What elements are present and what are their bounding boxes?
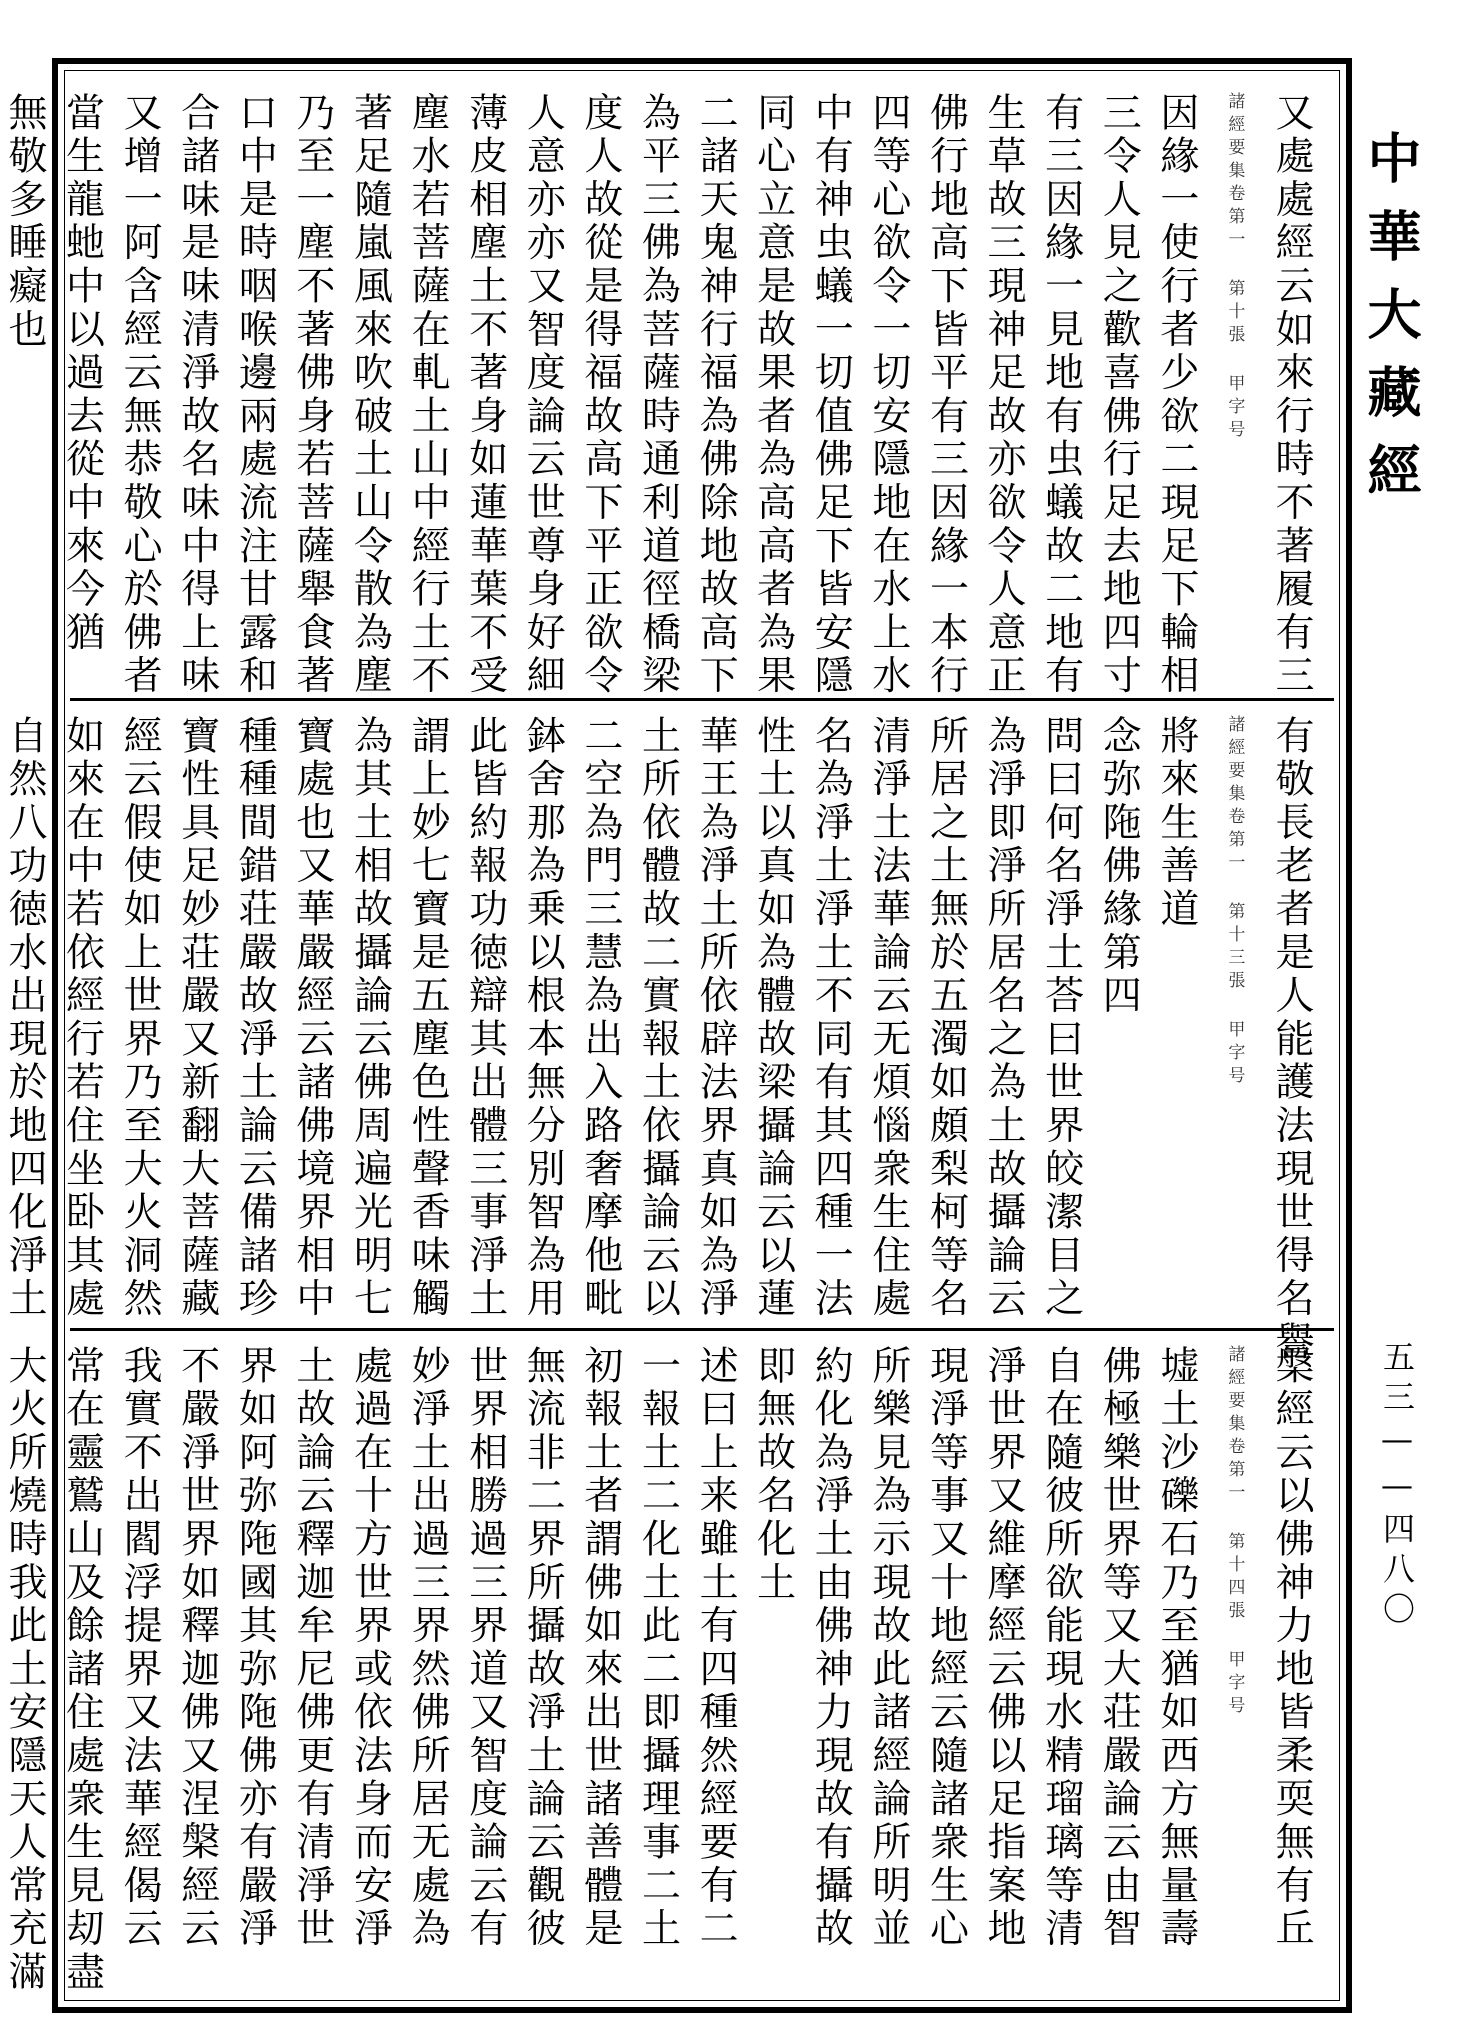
- text-column: 常在靈鷲山及餘諸住處衆生見刧盡: [59, 1345, 105, 1995]
- marginal-annotation: 諸經要集卷第一 第十張 甲字号: [1224, 92, 1245, 443]
- text-column: 經云假使如上世界乃至大火洞然: [117, 715, 163, 1322]
- text-column: 有三因緣一見地有虫蟻故二地有: [1038, 92, 1084, 699]
- text-column: 為平三佛為菩薩時通利道徑橋梁: [635, 92, 681, 699]
- text-column: 世界相勝過三界道又智度論云有: [462, 1345, 508, 1952]
- text-column: 現淨等事又十地經云隨諸衆生心: [923, 1345, 969, 1952]
- text-column: 大火所燒時我此土安隱天人常充滿: [1, 1345, 47, 1995]
- text-column: 即無故名化土: [750, 1345, 796, 1605]
- text-column: 妙淨土出過三界然佛所居无處為: [405, 1345, 451, 1952]
- text-column: 四等心欲令一切安隱地在水上水: [865, 92, 911, 699]
- text-column: 薄皮相塵土不著身如蓮華葉不受: [462, 92, 508, 699]
- text-column: 名為淨土淨土不同有其四種一法: [808, 715, 854, 1322]
- text-column: 處過在十方世界或依法身而安淨: [347, 1345, 393, 1952]
- text-column: 當生龍虵中以過去從中來今猶: [59, 92, 105, 655]
- text-column: 又處處經云如來行時不著履有三: [1269, 92, 1314, 699]
- text-column: 墟土沙礫石乃至猶如西方無量壽: [1153, 1345, 1199, 1952]
- text-column: 二諸天鬼神行福為佛除地故高下: [693, 92, 739, 699]
- text-column: 乃至一塵不著佛身若菩薩舉食著: [289, 92, 335, 699]
- text-column: 不嚴淨世界如釋迦佛又涅槃經云: [174, 1345, 220, 1952]
- text-column: 此皆約報功徳辯其出體三事淨土: [462, 715, 508, 1322]
- text-column: 謂上妙七寶是五塵色性聲香味觸: [405, 715, 451, 1322]
- text-column: 華王為淨土所依辟法界真如為淨: [693, 715, 739, 1322]
- page-frame: [1, 58, 1352, 2013]
- text-column: 度人故從是得福故高下平正欲令: [577, 92, 623, 699]
- text-column: 土所依體故二實報土依攝論云以: [635, 715, 681, 1322]
- text-column: 著足隨嵐風來吹破土山令散為塵: [347, 92, 393, 699]
- text-columns: [0, 92, 1320, 698]
- text-column: 口中是時咽喉邊兩處流注甘露和: [232, 92, 278, 699]
- text-column: 淨世界又維摩經云佛以足指案地: [981, 1345, 1027, 1952]
- marginal-annotation: 諸經要集卷第一 第十四張 甲字号: [1224, 1345, 1245, 1719]
- text-column: 合諸味是味清淨故名味中得上味: [174, 92, 220, 699]
- text-column: 鉢舍那為乗以根本無分別智為用: [520, 715, 566, 1322]
- text-columns: [0, 715, 1320, 1365]
- text-column: 為淨即淨所居名之為土故攝論云: [981, 715, 1027, 1322]
- text-column: 自在隨彼所欲能現水精瑠璃等清: [1038, 1345, 1084, 1952]
- text-column: 佛極樂世界等又大荘嚴論云由智: [1096, 1345, 1142, 1952]
- text-column: 因緣一使行者少欲二現足下輪相: [1153, 92, 1199, 699]
- text-column: 念弥陁佛緣第四: [1096, 715, 1142, 1019]
- text-column: 界如阿弥陁國其弥陁佛亦有嚴淨: [232, 1345, 278, 1952]
- text-column: 種種間錯荘嚴故淨土論云備諸珍: [232, 715, 278, 1322]
- upper-register: [1, 78, 1334, 699]
- middle-register: [1, 698, 1334, 1365]
- text-column: 將來生善道: [1153, 715, 1199, 932]
- text-columns: [0, 1345, 1320, 1995]
- text-column: 如來在中若依經行若住坐卧其處: [59, 715, 105, 1322]
- text-column: 我實不出閻浮提界又法華經偈云: [117, 1345, 163, 1952]
- text-column: 同心立意是故果者為高高者為果: [750, 92, 796, 699]
- text-column: 槃經云以佛神力地皆柔耎無有丘: [1269, 1345, 1314, 1952]
- text-column: 所樂見為示現故此諸經論所明並: [865, 1345, 911, 1952]
- text-column: 問曰何名淨土荅曰世界皎潔目之: [1038, 715, 1084, 1322]
- text-column: 無敬多睡癡也: [1, 92, 47, 352]
- text-column: 寶性具足妙荘嚴又新翻大菩薩藏: [174, 715, 220, 1322]
- text-column: 生草故三現神足故亦欲令人意正: [981, 92, 1027, 699]
- text-column: 中有神虫蟻一切值佛足下皆安隱: [808, 92, 854, 699]
- text-column: 述曰上来雖土有四種然經要有二: [693, 1345, 739, 1952]
- side-title: 中華大藏經: [1359, 130, 1423, 520]
- text-column: 無流非二界所攝故淨土論云觀彼: [520, 1345, 566, 1952]
- text-column: 有敬長老者是人能護法現世得名譽: [1269, 715, 1314, 1365]
- text-column: 所居之土無於五濁如頗梨柯等名: [923, 715, 969, 1322]
- text-column: 三令人見之歡喜佛行足去地四寸: [1096, 92, 1142, 699]
- lower-register: [1, 1328, 1334, 1996]
- text-column: 性土以真如為體故梁攝論云以蓮: [750, 715, 796, 1322]
- text-column: 又增一阿含經云無恭敬心於佛者: [117, 92, 163, 699]
- marginal-annotation: 諸經要集卷第一 第十三張 甲字号: [1224, 715, 1245, 1089]
- text-column: 一報土二化土此二即攝理事二土: [635, 1345, 681, 1952]
- text-column: 佛行地高下皆平有三因緣一本行: [923, 92, 969, 699]
- text-column: 清淨土法華論云无煩惱衆生住處: [865, 715, 911, 1322]
- text-column: 約化為淨土由佛神力現故有攝故: [808, 1345, 854, 1952]
- text-column: 為其土相故攝論云佛周遍光明七: [347, 715, 393, 1322]
- text-column: 塵水若菩薩在軋土山中經行土不: [405, 92, 451, 699]
- text-column: 初報土者謂佛如來出世諸善體是: [577, 1345, 623, 1952]
- page-number: 五三——四八〇: [1378, 1340, 1416, 1632]
- text-column: 二空為門三慧為出入路奢摩他毗: [577, 715, 623, 1322]
- text-column: 寶處也又華嚴經云諸佛境界相中: [289, 715, 335, 1322]
- text-column: 人意亦亦又智度論云世尊身好細: [520, 92, 566, 699]
- text-column: 自然八功徳水出現於地四化淨土: [1, 715, 47, 1322]
- text-column: 土故論云釋迦牟尼佛更有清淨世: [289, 1345, 335, 1952]
